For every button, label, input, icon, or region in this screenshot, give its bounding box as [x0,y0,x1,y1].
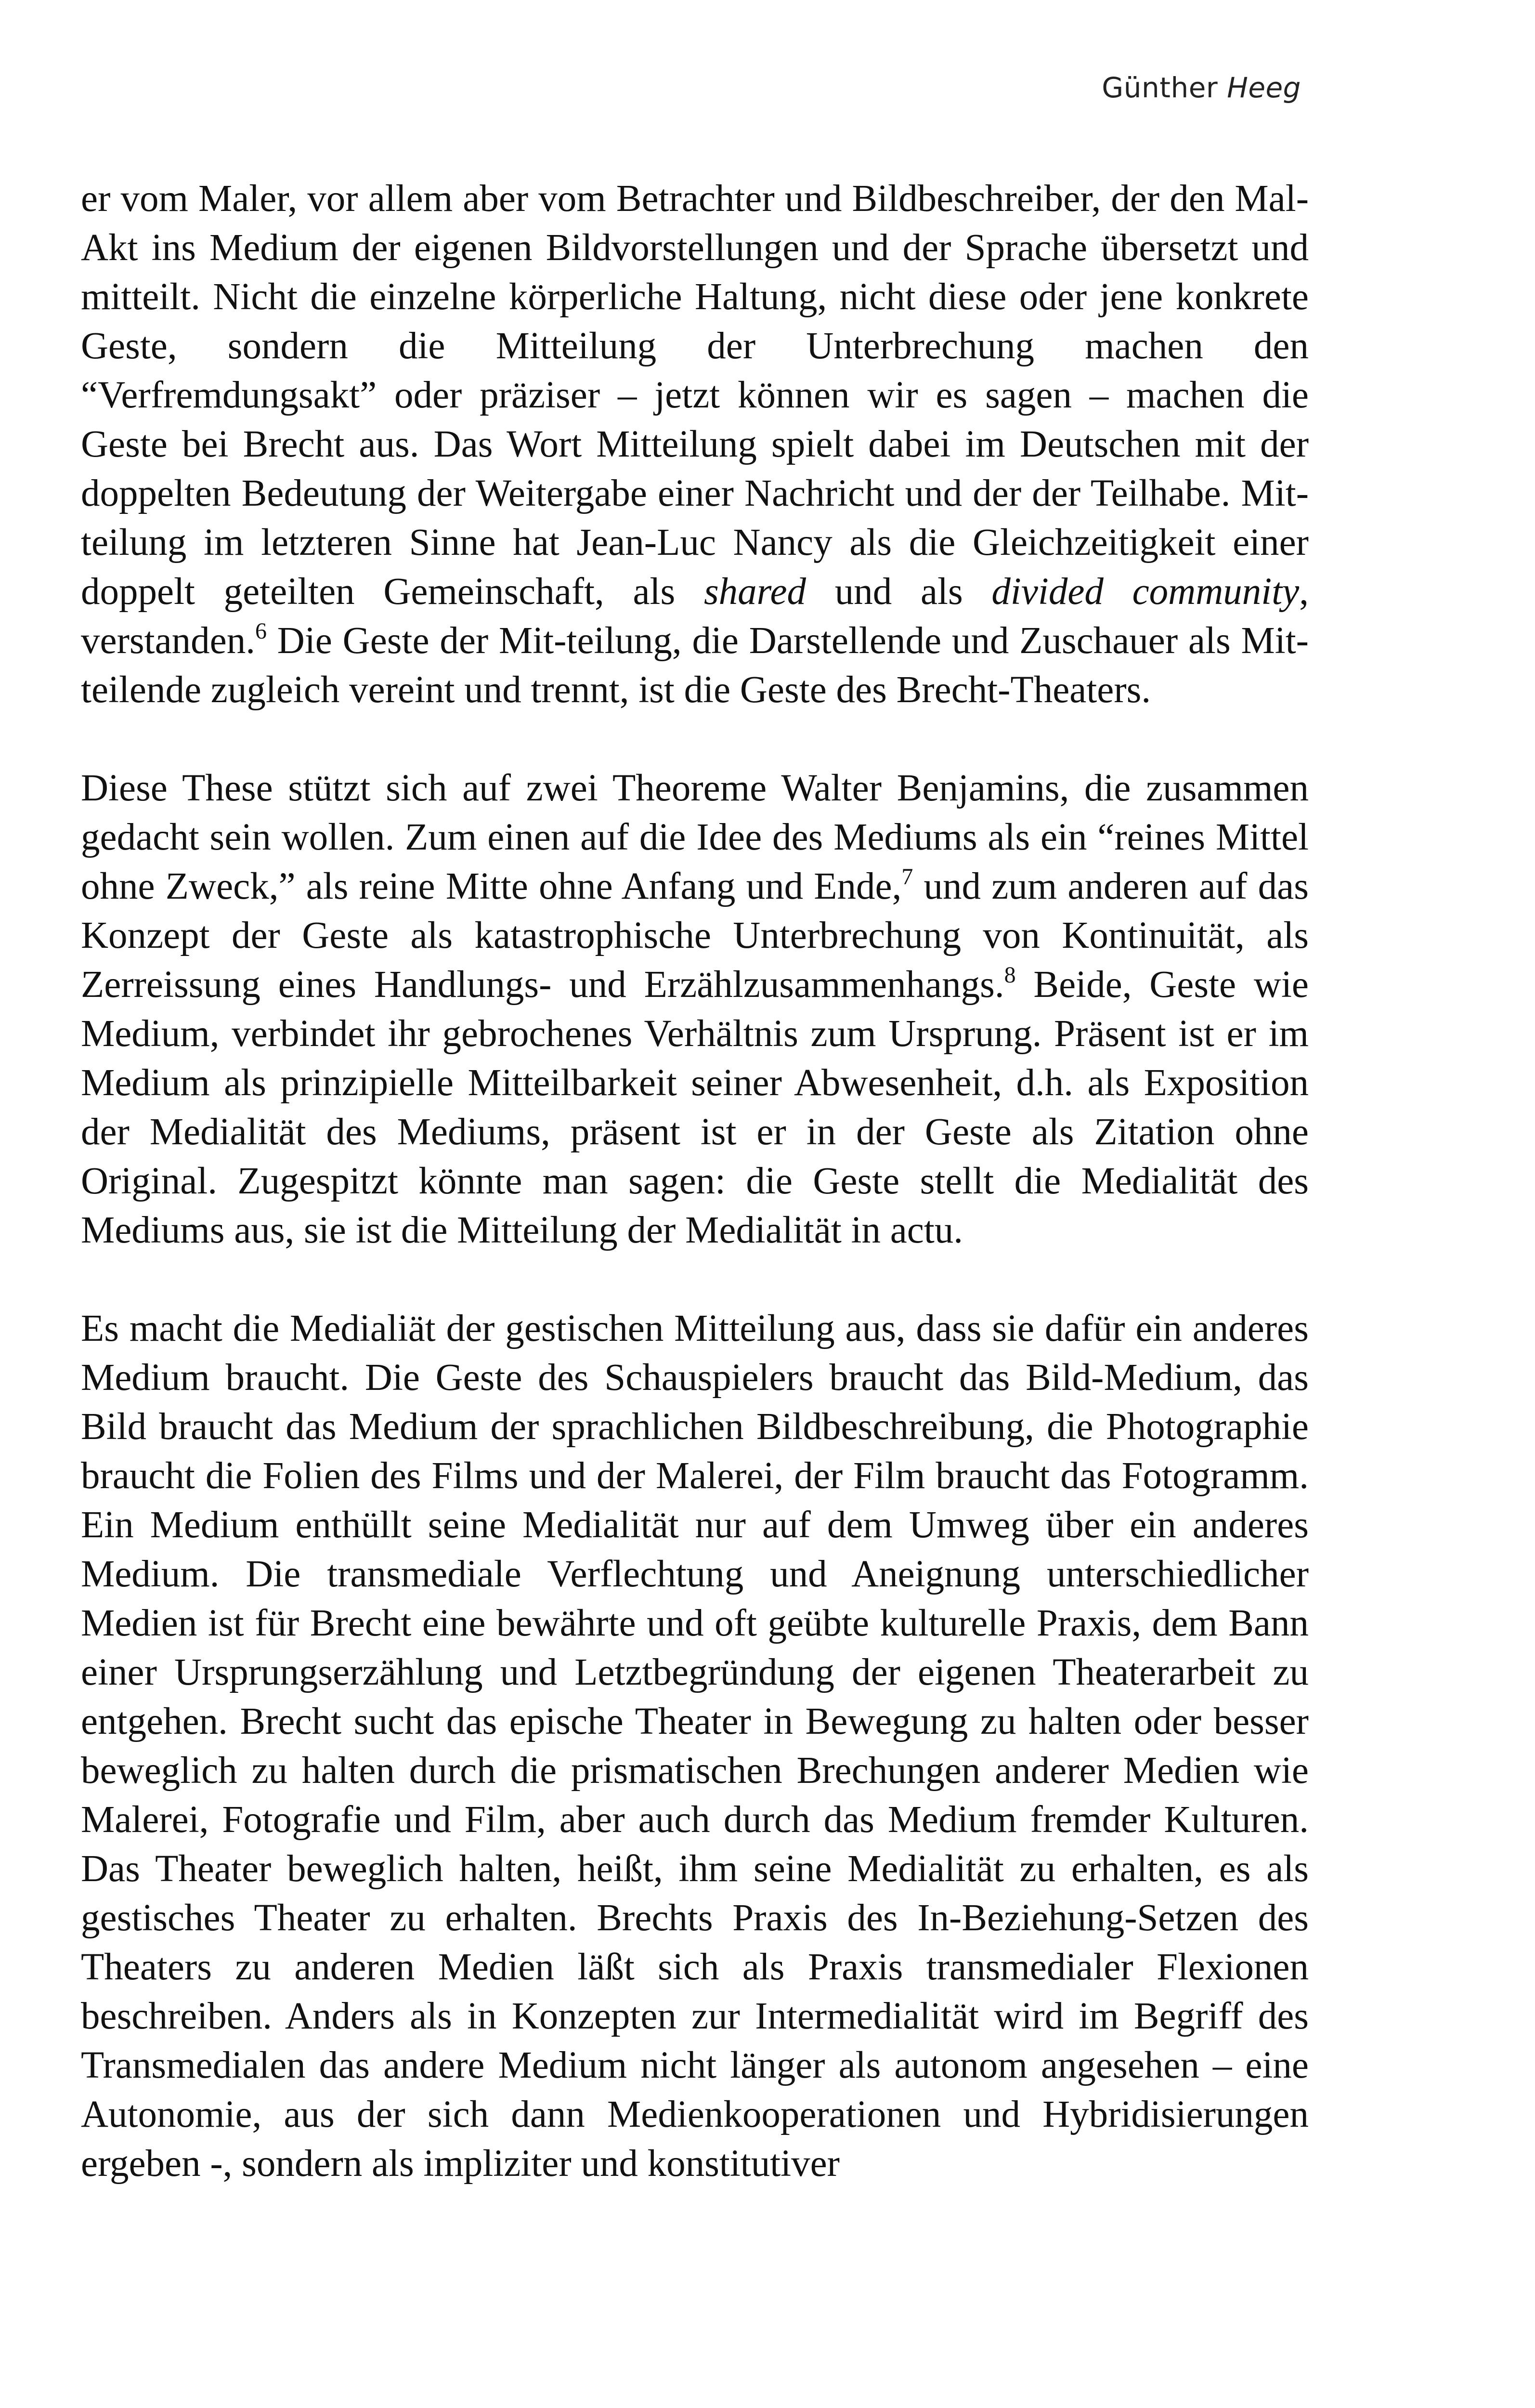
paragraph-1-text-b: und als [806,571,992,613]
paragraph-1-text-a: er vom Maler, vor allem aber vom Betrachter und Bildbeschreiber, der den Mal-Akt ins Medium der eigenen Bildvorstellungen und der Sprache übersetzt und mitteilt. Nicht die einzelne körperliche Haltung, nicht diese oder jene konkrete Geste, sondern die Mitteilung der Unterbrechung machen den “Verfremdungsakt” oder präziser – jetzt können wir es sagen – machen die Geste bei Brecht aus. Das Wort Mitteilung spielt dabei im Deutschen mit der doppelten Bedeutung der Weitergabe einer Nachricht und der der Teilhabe. Mit-teilung im letzteren Sinne hat Jean-Luc Nancy als die Gleichzeitigkeit einer doppelt geteilten Gemeinschaft, als [81,178,1309,613]
running-header [1102,71,1301,104]
footnote-ref-8[interactable]: 8 [1004,962,1016,988]
emphasis-shared: shared [703,571,807,613]
paragraph-1-text-d: Die Geste der Mit-teilung, die Darstellende und Zuschauer als Mit-teilende zugleich vereint und trennt, ist die Geste des Brecht-Theaters. [81,620,1309,711]
paragraph-1-text-c: , verstanden. [81,571,1309,662]
paragraph-2-text-a: Diese These stützt sich auf zwei Theoreme Walter Benjamins, die zusammen gedacht sein wollen. Zum einen auf die Idee des Mediums als ein “reines Mittel ohne Zweck,” als reine Mitte ohne Anfang und Ende, [81,767,1309,907]
author-given-name: Günther [1102,71,1218,104]
paragraph-2-text-b: und zum anderen auf das Konzept der Geste als katastrophische Unterbrechung von Kontinuität, als Zerreissung eines Handlungs- und Erzählzusammenhangs. [81,865,1309,1006]
footnote-ref-7[interactable]: 7 [901,864,913,890]
paragraph-3: Es macht die Medialiät der gestischen Mitteilung aus, dass sie dafür ein anderes Medium braucht. Die Geste des Schauspielers braucht das Bild-Medium, das Bild braucht das Medium der sprachlichen Bildbeschreibung, die Photographie braucht die Folien des Films und der Malerei, der Film braucht das Fotogramm. Ein Medium enthüllt seine Medialität nur auf dem Umweg über ein anderes Medium. Die transmediale Verflechtung und Aneignung unterschiedlicher Medien ist für Brecht eine bewährte und oft geübte kulturelle Praxis, dem Bann einer Ursprungserzählung und Letztbegründung der eigenen Theaterarbeit zu entgehen. Brecht sucht das epische Theater in Bewegung zu halten oder besser beweglich zu halten durch die prismatischen Brechungen anderer Medien wie Malerei, Fotografie und Film, aber auch durch das Medium fremder Kulturen. Das Theater beweglich halten, heißt, ihm seine Medialität zu erhalten, es als gestisches Theater zu erhalten. Brechts Praxis des In-Beziehung-Setzen des Theaters zu anderen Medien läßt sich als Praxis transmedialer Flexionen beschreiben. Anders als in Konzepten zur Intermedialität wird im Begriff des Transmedialen das andere Medium nicht länger als autonom angesehen – eine Autonomie, aus der sich dann Medienkooperationen und Hybridisierungen ergeben -, sondern als impliziter und konstitutiver [81,1308,1309,2185]
paragraph-1 [81,174,1309,715]
body-text [81,174,1309,2188]
paragraph-2 [81,764,1309,1255]
author-surname: Heeg [1227,71,1301,104]
emphasis-divided-community: divided community [991,571,1300,613]
paragraph-2-text-c: Beide, Geste wie Medium, verbindet ihr gebrochenes Verhältnis zum Ursprung. Präsent ist er im Medium als prinzipielle Mitteilbarkeit seiner Abwesenheit, d.h. als Exposition der Medialität des Mediums, präsent ist er in der Geste als Zitation ohne Original. Zugespitzt könnte man sagen: die Geste stellt die Medialität des Mediums aus, sie ist die Mitteilung der Medialität in actu. [81,964,1309,1251]
footnote-ref-6[interactable]: 6 [255,618,267,644]
